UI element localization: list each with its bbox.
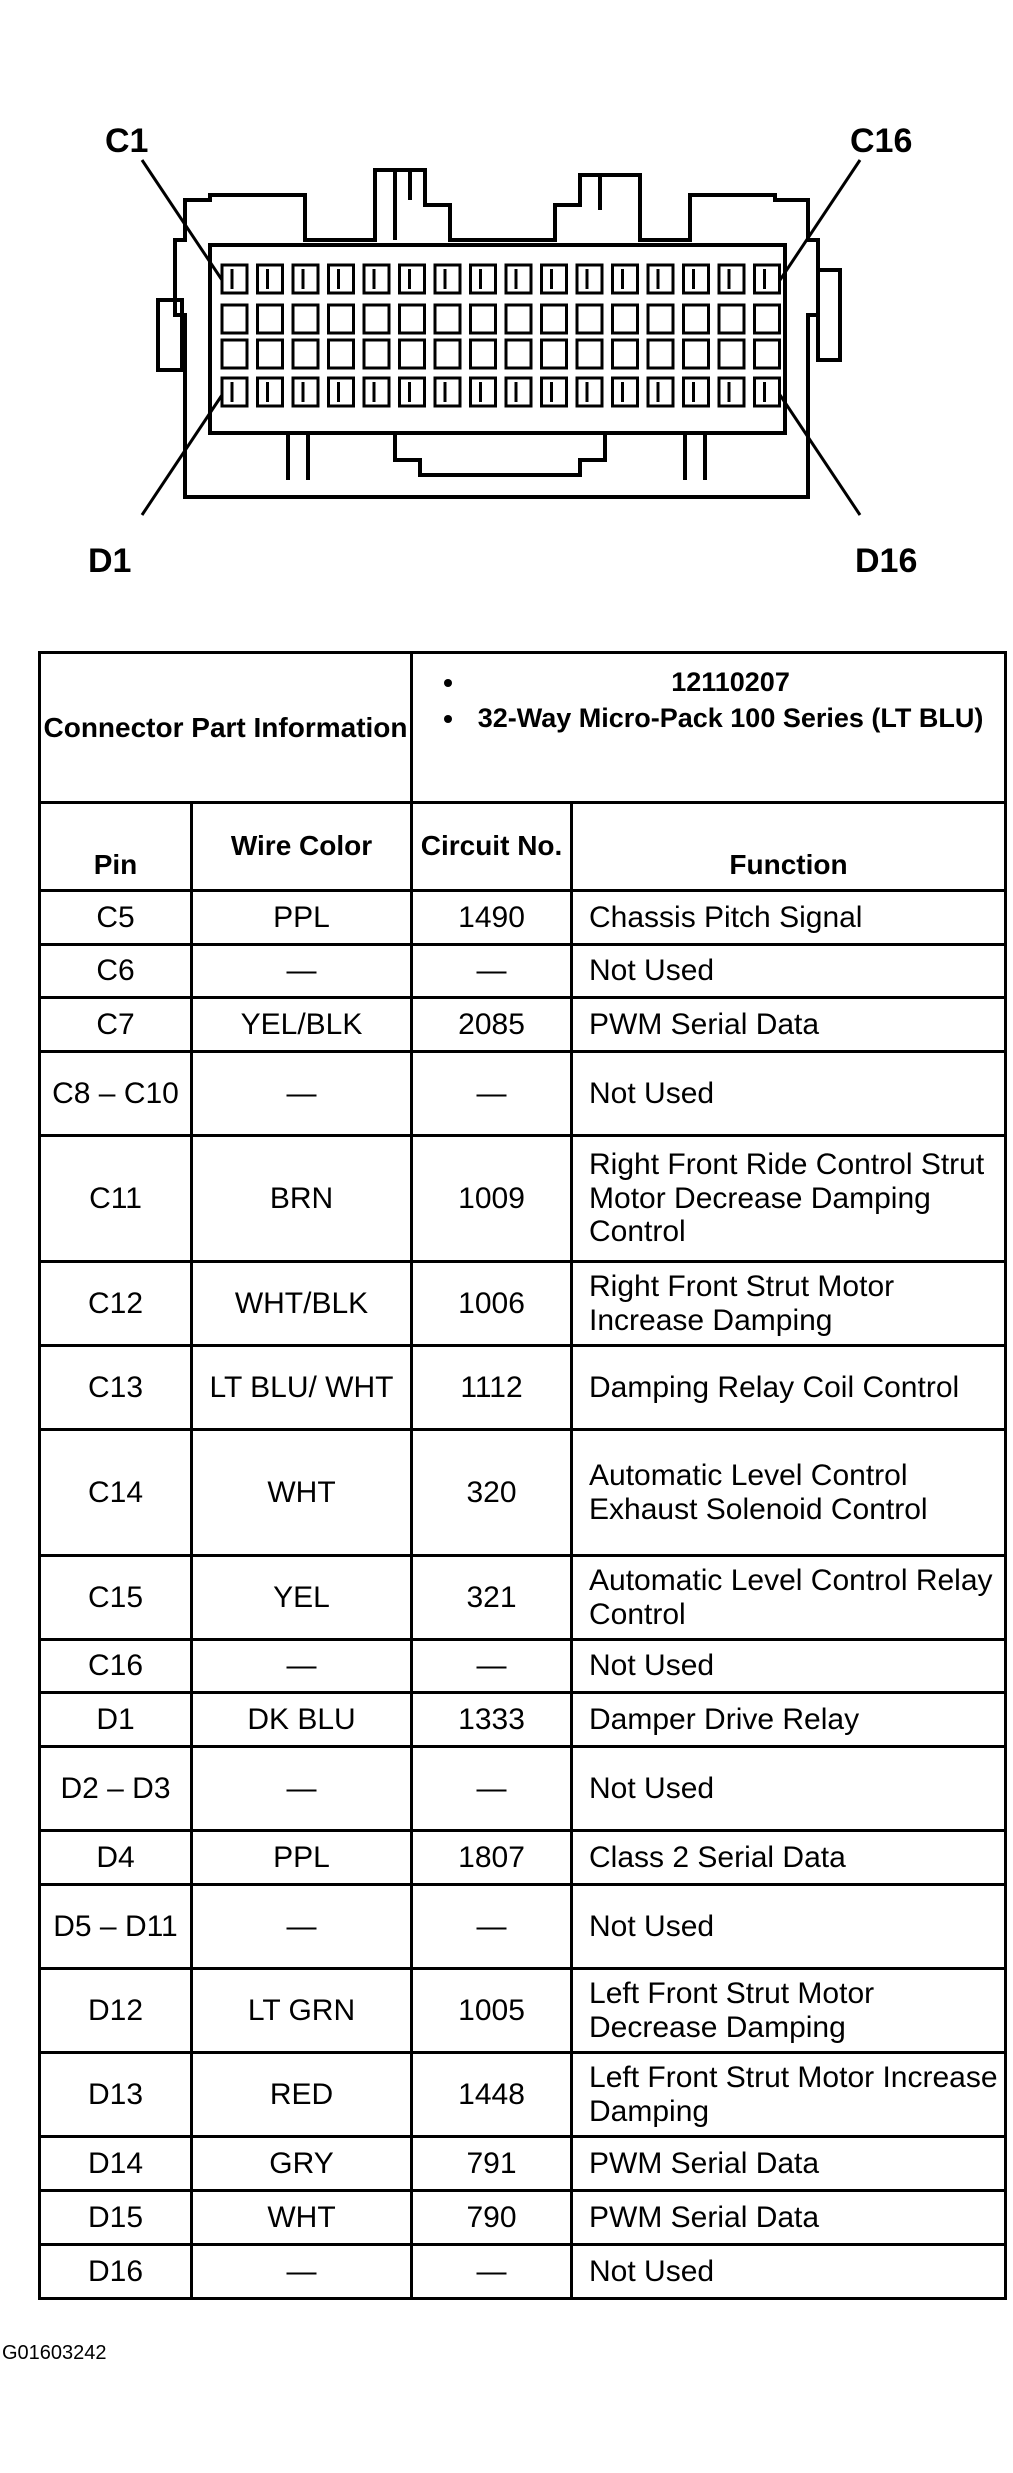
- function-cell: Damping Relay Coil Control: [572, 1346, 1006, 1430]
- table-row: [40, 2245, 1006, 2299]
- function-cell: Not Used: [572, 1747, 1006, 1831]
- pin-cavity: [329, 340, 354, 368]
- pin-cavity: [293, 378, 318, 406]
- wire-color-cell: —: [192, 1640, 412, 1693]
- circuit-no-cell: 791: [412, 2137, 572, 2191]
- table-row: [40, 891, 1006, 945]
- pin-cavity: [364, 378, 389, 406]
- pin-cavity: [648, 378, 673, 406]
- pin-cavity: [471, 265, 496, 293]
- col-header-pin: Pin: [40, 803, 192, 891]
- function-cell: Left Front Strut Motor Decrease Damping: [572, 1969, 1006, 2053]
- pin-cavity: [400, 305, 425, 333]
- circuit-no-cell: 1005: [412, 1969, 572, 2053]
- pin-cell: D14: [40, 2137, 192, 2191]
- wire-color-cell: WHT: [192, 2191, 412, 2245]
- pin-cavity: [755, 265, 780, 293]
- function-cell: Damper Drive Relay: [572, 1693, 1006, 1747]
- pin-cell: D12: [40, 1969, 192, 2053]
- circuit-no-cell: —: [412, 1747, 572, 1831]
- wire-color-cell: DK BLU: [192, 1693, 412, 1747]
- pin-cell: D4: [40, 1831, 192, 1885]
- pin-cavity: [613, 265, 638, 293]
- pin-cavity: [258, 305, 283, 333]
- table-row: [40, 1885, 1006, 1969]
- circuit-no-cell: 1009: [412, 1136, 572, 1262]
- pin-cell: D5 – D11: [40, 1885, 192, 1969]
- pin-cavity: [471, 340, 496, 368]
- function-cell: Not Used: [572, 1640, 1006, 1693]
- label-c16: C16: [850, 122, 913, 160]
- pin-cavity: [329, 265, 354, 293]
- connector-part-info-values: [412, 653, 1006, 803]
- table-row: [40, 2053, 1006, 2137]
- table-row: [40, 1693, 1006, 1747]
- part-description: • 32-Way Micro-Pack 100 Series (LT BLU): [467, 702, 994, 734]
- pin-cavity: [471, 305, 496, 333]
- pin-cavity: [577, 340, 602, 368]
- function-cell: Automatic Level Control Relay Control: [572, 1556, 1006, 1640]
- label-d16: D16: [855, 542, 918, 580]
- table-row: [40, 2191, 1006, 2245]
- circuit-no-cell: —: [412, 2245, 572, 2299]
- pin-cell: C15: [40, 1556, 192, 1640]
- pin-cell: D16: [40, 2245, 192, 2299]
- pin-cavity: [506, 305, 531, 333]
- wire-color-cell: LT GRN: [192, 1969, 412, 2053]
- pin-cell: C5: [40, 891, 192, 945]
- circuit-no-cell: 321: [412, 1556, 572, 1640]
- pin-cavity: [577, 378, 602, 406]
- wire-color-cell: PPL: [192, 1831, 412, 1885]
- pin-cavity: [435, 378, 460, 406]
- function-cell: Class 2 Serial Data: [572, 1831, 1006, 1885]
- wire-color-cell: BRN: [192, 1136, 412, 1262]
- table-row: [40, 945, 1006, 998]
- circuit-no-cell: 790: [412, 2191, 572, 2245]
- pin-cavity: [471, 378, 496, 406]
- connector-diagram: [0, 0, 1013, 640]
- pin-cavity: [506, 378, 531, 406]
- pin-cavity: [719, 265, 744, 293]
- function-cell: Not Used: [572, 1052, 1006, 1136]
- wire-color-cell: —: [192, 1052, 412, 1136]
- function-cell: Not Used: [572, 1885, 1006, 1969]
- wire-color-cell: WHT: [192, 1430, 412, 1556]
- pin-cavity: [435, 305, 460, 333]
- pin-cell: D2 – D3: [40, 1747, 192, 1831]
- pin-cavity: [542, 305, 567, 333]
- table-row: [40, 1262, 1006, 1346]
- pin-cell: D15: [40, 2191, 192, 2245]
- pin-cavity: [719, 305, 744, 333]
- circuit-no-cell: 1006: [412, 1262, 572, 1346]
- pin-cavity: [258, 265, 283, 293]
- pin-cavity: [329, 378, 354, 406]
- pin-cavity: [648, 340, 673, 368]
- pin-cavity: [542, 265, 567, 293]
- wire-color-cell: LT BLU/ WHT: [192, 1346, 412, 1430]
- function-cell: Chassis Pitch Signal: [572, 891, 1006, 945]
- pin-cavity: [222, 378, 247, 406]
- circuit-no-cell: 1333: [412, 1693, 572, 1747]
- pin-cavity: [542, 340, 567, 368]
- pin-cavity: [329, 305, 354, 333]
- pin-cell: C14: [40, 1430, 192, 1556]
- pin-cavity: [719, 340, 744, 368]
- pin-cavity: [435, 340, 460, 368]
- table-row: [40, 2137, 1006, 2191]
- pin-cavity: [684, 340, 709, 368]
- pin-cavity: [684, 265, 709, 293]
- function-cell: Not Used: [572, 2245, 1006, 2299]
- wire-color-cell: PPL: [192, 891, 412, 945]
- circuit-no-cell: 1490: [412, 891, 572, 945]
- pin-cavity: [364, 265, 389, 293]
- circuit-no-cell: —: [412, 1640, 572, 1693]
- pin-cavity: [755, 340, 780, 368]
- wire-color-cell: —: [192, 1885, 412, 1969]
- table-row: [40, 1136, 1006, 1262]
- pin-cavity: [684, 305, 709, 333]
- pin-cavity: [684, 378, 709, 406]
- wire-color-cell: —: [192, 945, 412, 998]
- table-row: [40, 1831, 1006, 1885]
- pin-cavity: [258, 340, 283, 368]
- wire-color-cell: —: [192, 1747, 412, 1831]
- table-body: [40, 891, 1006, 2299]
- circuit-no-cell: 1112: [412, 1346, 572, 1430]
- function-cell: Left Front Strut Motor Increase Damping: [572, 2053, 1006, 2137]
- pin-cavity: [222, 340, 247, 368]
- pin-cavity: [435, 265, 460, 293]
- pin-cell: C13: [40, 1346, 192, 1430]
- table-row: [40, 1969, 1006, 2053]
- function-cell: Not Used: [572, 945, 1006, 998]
- wire-color-cell: RED: [192, 2053, 412, 2137]
- function-cell: PWM Serial Data: [572, 998, 1006, 1052]
- pin-cavity: [755, 305, 780, 333]
- wire-color-cell: GRY: [192, 2137, 412, 2191]
- pin-cavity: [506, 340, 531, 368]
- function-cell: Right Front Ride Control Strut Motor Decrease Damping Control: [572, 1136, 1006, 1262]
- table-row: [40, 1747, 1006, 1831]
- circuit-no-cell: 320: [412, 1430, 572, 1556]
- pin-cell: C7: [40, 998, 192, 1052]
- column-header-row: [40, 803, 1006, 891]
- circuit-no-cell: 1448: [412, 2053, 572, 2137]
- pin-cavity: [400, 378, 425, 406]
- pin-cavity: [648, 265, 673, 293]
- pin-cell: D13: [40, 2053, 192, 2137]
- col-header-circuit-no: Circuit No.: [412, 803, 572, 891]
- pin-cell: D1: [40, 1693, 192, 1747]
- pin-cavity: [258, 378, 283, 406]
- table-row: [40, 1430, 1006, 1556]
- wire-color-cell: YEL/BLK: [192, 998, 412, 1052]
- pin-cavity: [400, 340, 425, 368]
- pin-cell: C12: [40, 1262, 192, 1346]
- pin-cell: C11: [40, 1136, 192, 1262]
- pin-rows: [222, 265, 780, 406]
- circuit-no-cell: 1807: [412, 1831, 572, 1885]
- table-row: [40, 1640, 1006, 1693]
- pin-cavity: [400, 265, 425, 293]
- pin-cavity: [755, 378, 780, 406]
- circuit-no-cell: —: [412, 1885, 572, 1969]
- table-row: [40, 1052, 1006, 1136]
- pin-cavity: [719, 378, 744, 406]
- pin-cavity: [222, 305, 247, 333]
- wire-color-cell: WHT/BLK: [192, 1262, 412, 1346]
- pin-cavity: [293, 340, 318, 368]
- leader-lines: [142, 160, 860, 515]
- pin-cavity: [293, 265, 318, 293]
- connector-pin-table: [38, 651, 1007, 2300]
- function-cell: Automatic Level Control Exhaust Solenoid Control: [572, 1430, 1006, 1556]
- label-d1: D1: [88, 542, 132, 580]
- circuit-no-cell: 2085: [412, 998, 572, 1052]
- connector-part-info-label: Connector Part Information: [40, 653, 412, 803]
- part-number: • 12110207: [467, 666, 994, 698]
- pin-cavity: [364, 340, 389, 368]
- pin-cavity: [364, 305, 389, 333]
- pin-cavity: [542, 378, 567, 406]
- wire-color-cell: YEL: [192, 1556, 412, 1640]
- pin-cavity: [648, 305, 673, 333]
- label-c1: C1: [105, 122, 149, 160]
- pin-cell: C8 – C10: [40, 1052, 192, 1136]
- wire-color-cell: —: [192, 2245, 412, 2299]
- pin-cavity: [613, 340, 638, 368]
- pin-cavity: [613, 305, 638, 333]
- figure-id: G01603242: [2, 2342, 107, 2364]
- pin-cavity: [293, 305, 318, 333]
- circuit-no-cell: —: [412, 1052, 572, 1136]
- table-row: [40, 998, 1006, 1052]
- pin-cell: C6: [40, 945, 192, 998]
- table-row: [40, 1556, 1006, 1640]
- pin-cavity: [577, 305, 602, 333]
- table-row: [40, 1346, 1006, 1430]
- pin-cavity: [222, 265, 247, 293]
- pin-cavity: [613, 378, 638, 406]
- pin-cell: C16: [40, 1640, 192, 1693]
- col-header-function: Function: [572, 803, 1006, 891]
- function-cell: PWM Serial Data: [572, 2137, 1006, 2191]
- pin-cavity: [577, 265, 602, 293]
- function-cell: Right Front Strut Motor Increase Damping: [572, 1262, 1006, 1346]
- col-header-wire-color: Wire Color: [192, 803, 412, 891]
- pin-cavity: [506, 265, 531, 293]
- function-cell: PWM Serial Data: [572, 2191, 1006, 2245]
- circuit-no-cell: —: [412, 945, 572, 998]
- part-info-row: [40, 653, 1006, 803]
